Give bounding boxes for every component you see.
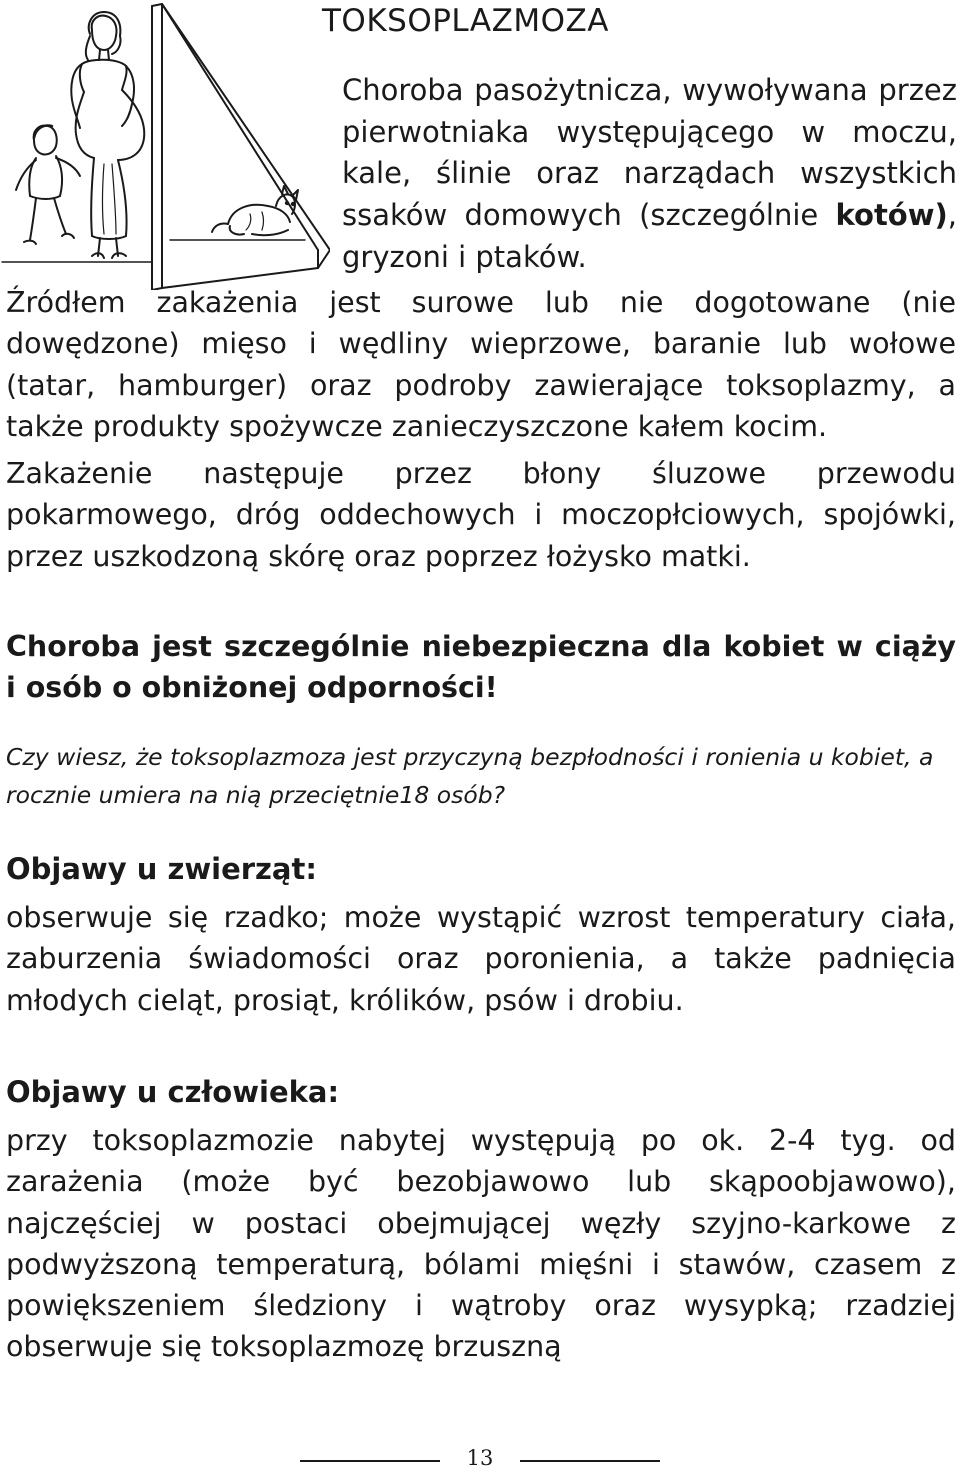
human-symptoms-heading: Objawy u człowieka: [6,1075,340,1109]
warning-paragraph: Choroba jest szczególnie niebezpieczna dla kobiet w ciąży i osób o obniżonej odporności! [6,630,956,704]
intro-text-end: , gryzoni i ptaków. [342,198,957,274]
did-you-know-paragraph: Czy wiesz, że toksoplazmoza jest przyczyną bezpłodności i ronienia u kobiet, a rocznie umiera na nią przeciętnie18 osób? [6,743,934,809]
intro-bold-text: kotów) [835,198,948,233]
pregnant-woman-child-cat-illustration [0,0,330,290]
intro-paragraph [342,70,957,279]
page-number: 13 [466,1446,494,1470]
human-symptoms-paragraph: przy toksoplazmozie nabytej występują po ok. 2-4 tyg. od zarażenia (może być bezobjawowo lub skąpoobjawowo), najczęściej w postaci obejmującej węzły szyjno-karkowe z podwyższoną temperaturą, bólami mięśni i stawów, czasem z powiększeniem śledziony i wątroby oraz wysypką; rzadziej obserwuje się toksoplazmozę brzuszną [6,1124,956,1364]
transmission-paragraph: Zakażenie następuje przez błony śluzowe przewodu pokarmowego, dróg oddechowych i moczopłciowych, spojówki, przez uszkodzoną skórę oraz poprzez łożysko matki. [6,457,956,573]
intro-text: Choroba pasożytnicza, wywoływana przez pierwotniaka występującego w moczu, kale, ślinie oraz narządach wszystkich ssaków domowych (szczególnie [342,73,957,233]
animal-symptoms-heading: Objawy u zwierząt: [6,852,317,886]
infection-source-paragraph: Źródłem zakażenia jest surowe lub nie dogotowane (nie dowędzone) mięso i wędliny wieprzowe, baranie lub wołowe (tatar, hamburger) oraz podroby zawierające toksoplazmy, a także produkty spożywcze zanieczyszczone kałem kocim. [6,286,956,443]
animal-symptoms-paragraph: obserwuje się rzadko; może wystąpić wzrost temperatury ciała, zaburzenia świadomości oraz poronienia, a także padnięcia młodych cieląt, prosiąt, królików, psów i drobiu. [6,901,956,1017]
page-title: TOKSOPLAZMOZA [322,3,609,39]
